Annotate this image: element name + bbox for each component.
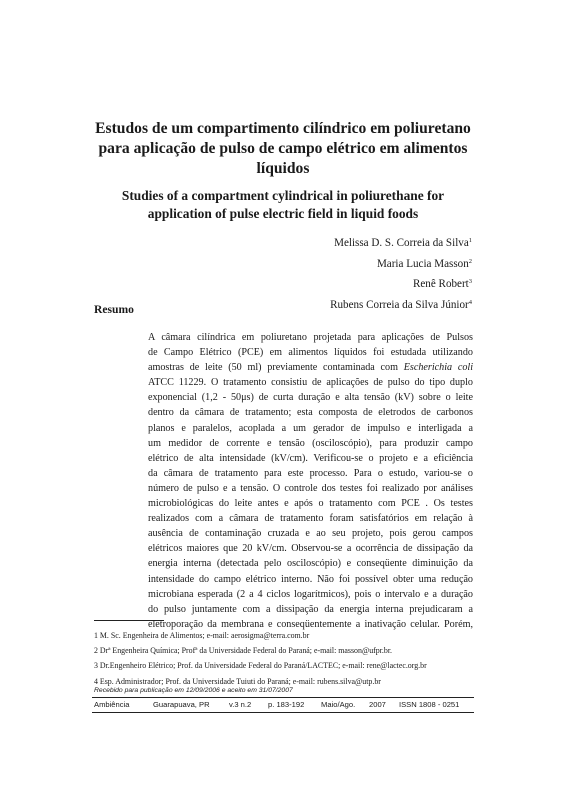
title-pt-line: Estudos de um compartimento cilíndrico em poliuretano: [95, 120, 471, 137]
footnote: 3 Dr.Engenheiro Elétrico; Prof. da Universidade Federal do Paraná/LACTEC; e-mail: rene@lactec.org.br: [94, 661, 427, 671]
footer-journal: Ambiência: [94, 700, 130, 709]
abstract-line: do pulso juntamente com a dissipação da energia interna prejudicaram a: [148, 603, 473, 615]
author-name: Renê Robert: [412, 278, 469, 290]
abstract-line: dentro da câmara de tratamento; esta composta de eletrodos de carbonos: [148, 407, 473, 419]
author: [172, 232, 472, 253]
abstract-line: um medidor de corrente e tensão (osciloscópio), para produzir campo: [148, 437, 473, 449]
footer-city: Guarapuava, PR: [153, 700, 210, 709]
abstract-line-text: amostras de leite (50 ml) previamente contaminada com: [148, 362, 398, 374]
abstract-line: energia interna (detectada pelo osciloscópio) e conseqüente diminuição da: [148, 558, 473, 570]
author-ref: 1: [468, 237, 472, 244]
title-en-line: application of pulse electric field in liquid foods: [147, 206, 419, 221]
abstract-line: [148, 360, 473, 375]
footer-volume: v.3 n.2: [229, 700, 252, 709]
received-date-note: Recebido para publicação em 12/09/2006 e aceito em 31/07/2007: [94, 687, 293, 694]
abstract-italic-species: Escherichia coli: [403, 362, 474, 374]
abstract-line: ausência de contaminação cruzada e ao seu projeto, pois gerou campos: [148, 528, 473, 540]
footnote: 2 Drª Engenheira Química; Profª da Universidade Federal do Paraná; e-mail: masson@ufpr.br.: [94, 646, 393, 656]
abstract-line: microbiológicas do leite antes e após o tratamento com PCE . Os testes: [148, 498, 473, 510]
author-name: Maria Lucia Masson: [376, 257, 469, 270]
abstract-line: ATCC 11229. O tratamento consistiu de aplicações de pulso do tipo duplo: [148, 377, 473, 389]
author-list: [172, 232, 472, 314]
abstract-line: planos e paralelos, acoplada a um gerador de impulso e interligada a: [148, 422, 473, 434]
author-name: Rubens Correia da Silva Júnior: [330, 298, 469, 311]
author: [172, 273, 472, 294]
abstract-body: [148, 330, 473, 632]
author-ref: 2: [468, 257, 472, 265]
section-heading-resumo: Resumo: [94, 303, 134, 316]
abstract-line: eletroporação da membrana e conseqüentemente a inativação celular. Porém,: [148, 618, 473, 630]
abstract-line: elétrico de alta intensidade (kV/cm). Verificou-se o projeto e a eficiência: [148, 452, 473, 464]
abstract-line: microbiana esperada (2 a 4 ciclos logarítmicos), pois o intervalo e a duração: [148, 588, 473, 600]
abstract-line: realizados com a câmara de tratamento foram satisfatórios em relação à: [148, 513, 473, 525]
abstract-line: número de pulso e a tensão. O controle dos testes foi realizado por análises: [148, 482, 473, 494]
abstract-line: da câmara de tratamento para este processo. Para o estudo, variou-se o: [148, 467, 473, 479]
abstract-line: A câmara cilíndrica em poliuretano projetada para aplicações de Pulsos: [148, 332, 473, 343]
title-en-line: Studies of a compartment cylindrical in poliurethane for: [121, 188, 445, 203]
title-english: [70, 187, 496, 223]
title-pt-line: líquidos: [256, 160, 310, 177]
footer-period: Maio/Ago.: [321, 700, 356, 709]
footnotes: [94, 628, 472, 689]
footer-year: 2007: [369, 700, 386, 709]
abstract-line: exponencial (1,2 - 50μs) de curta duração e alta tensão (kV) sobre o leite: [148, 392, 473, 404]
title-pt-line: para aplicação de pulso de campo elétrico em alimentos: [98, 140, 468, 157]
abstract-line: de Campo Elétrico (PCE) em alimentos líquidos foi estudada utilizando: [148, 347, 473, 359]
author-ref: 4: [468, 298, 472, 306]
footnote: 1 M. Sc. Engenheira de Alimentos; e-mail: aerosigma@terra.com.br: [94, 631, 310, 640]
abstract-line: elétricos maiores que 20 kV/cm. Observou-se a ocorrência de dissipação da: [148, 543, 473, 555]
author-ref: 3: [468, 278, 472, 285]
author: [172, 294, 472, 315]
footer-issn: ISSN 1808 - 0251: [399, 700, 460, 709]
author-name: Melissa D. S. Correia da Silva: [334, 237, 469, 249]
abstract-line: intensidade do campo elétrico interno. Não foi possível obter uma redução: [148, 573, 473, 585]
footnote: 4 Esp. Administrador; Prof. da Universidade Tuiuti do Paraná; e-mail: rubens.silva@utp.br: [94, 676, 381, 686]
footnote-divider: [94, 620, 164, 621]
author: [172, 253, 472, 274]
journal-footer: [92, 697, 474, 713]
footer-pages: p. 183-192: [268, 700, 305, 709]
title-portuguese: [60, 119, 506, 179]
